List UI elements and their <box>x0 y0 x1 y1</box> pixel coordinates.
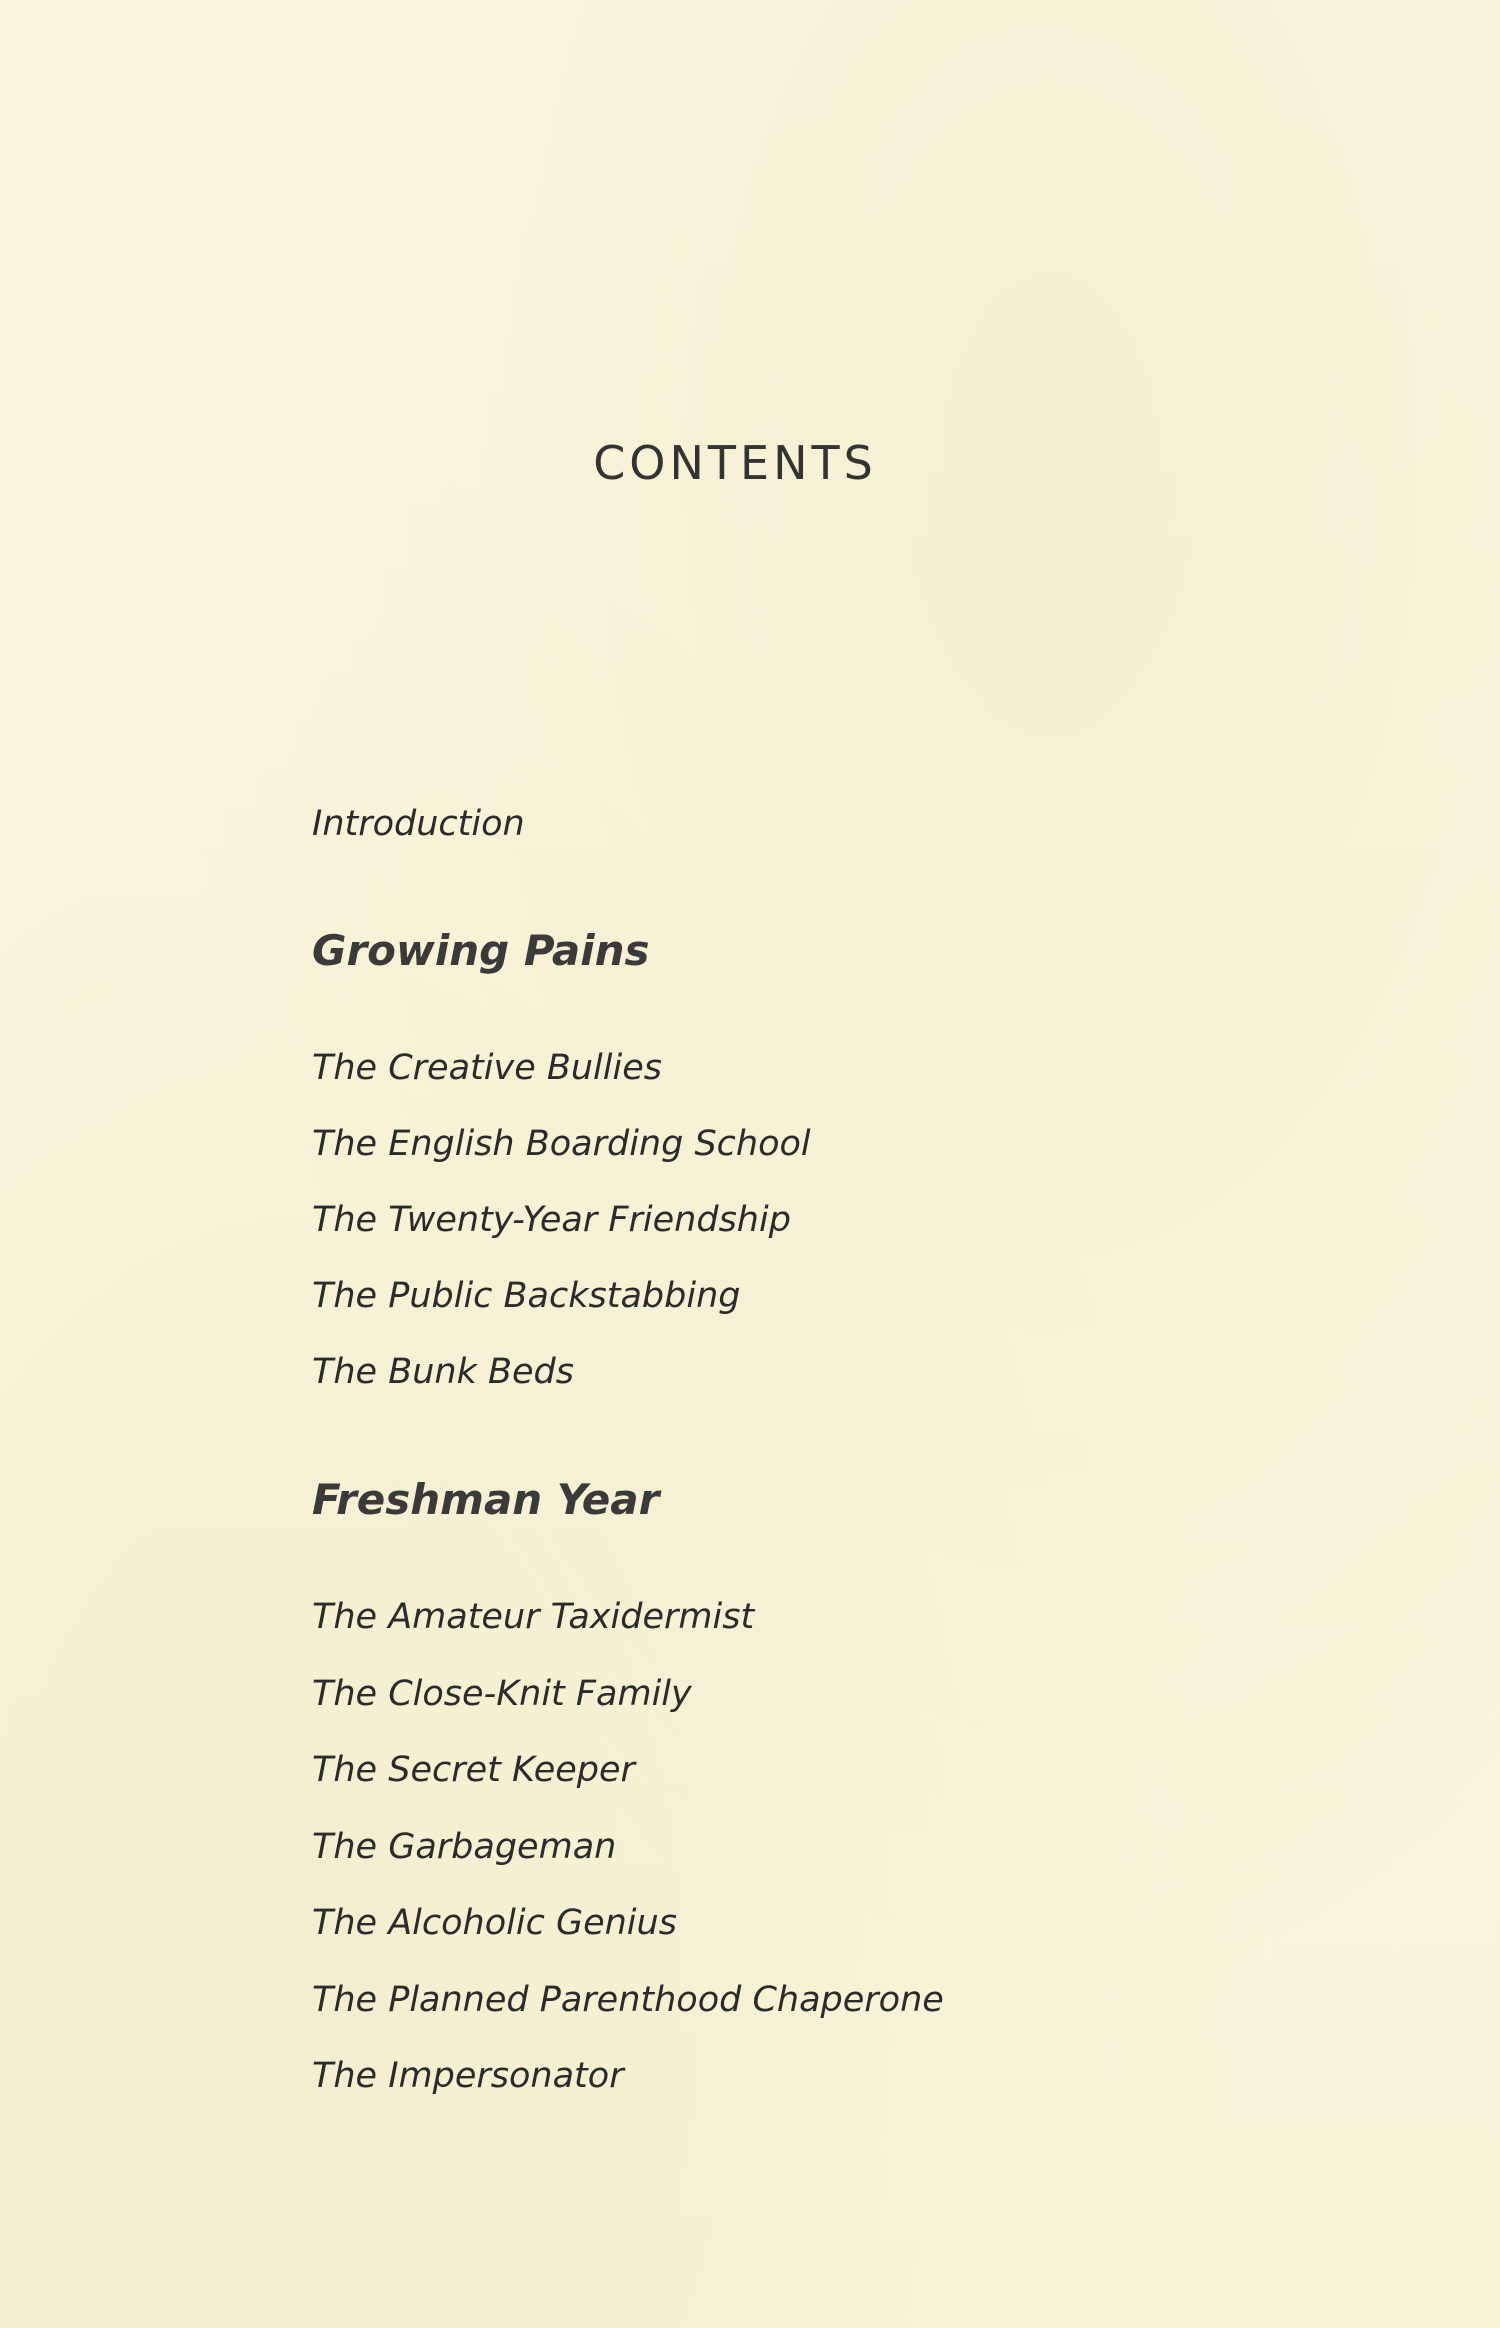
toc-entry <box>0 1274 1200 1334</box>
entry-title: Introduction <box>312 804 525 844</box>
toc-entry <box>0 1825 1200 1885</box>
toc-entry <box>0 1901 1200 1961</box>
entry-title: The Public Backstabbing <box>312 1276 741 1316</box>
toc-entry <box>0 1046 1200 1106</box>
entry-title: The English Boarding School <box>312 1124 811 1164</box>
entry-title: The Bunk Beds <box>312 1352 574 1392</box>
entry-title: The Secret Keeper <box>312 1750 635 1790</box>
toc-entry <box>0 1350 1200 1410</box>
entry-title: The Impersonator <box>312 2056 624 2096</box>
toc-entry <box>0 2054 1200 2114</box>
entry-title: The Close-Knit Family <box>312 1674 692 1714</box>
entry-title: The Twenty-Year Friendship <box>312 1200 791 1240</box>
entry-title: The Alcoholic Genius <box>312 1903 677 1943</box>
entry-title: The Planned Parenthood Chaperone <box>312 1980 944 2020</box>
page-title: CONTENTS <box>593 436 877 490</box>
toc-entry <box>0 1122 1200 1182</box>
toc-entry <box>0 1198 1200 1258</box>
entry-title: The Creative Bullies <box>312 1048 662 1088</box>
entry-title: The Amateur Taxidermist <box>312 1597 755 1637</box>
toc-entry <box>0 1978 1200 2038</box>
section-heading-growing-pains: Growing Pains <box>312 926 650 975</box>
toc-entry-introduction <box>0 802 1200 862</box>
section-heading-freshman-year: Freshman Year <box>312 1475 660 1524</box>
toc-entry <box>0 1748 1200 1808</box>
toc-entry <box>0 1595 1200 1655</box>
toc-entry <box>0 1672 1200 1732</box>
entry-title: The Garbageman <box>312 1827 617 1867</box>
